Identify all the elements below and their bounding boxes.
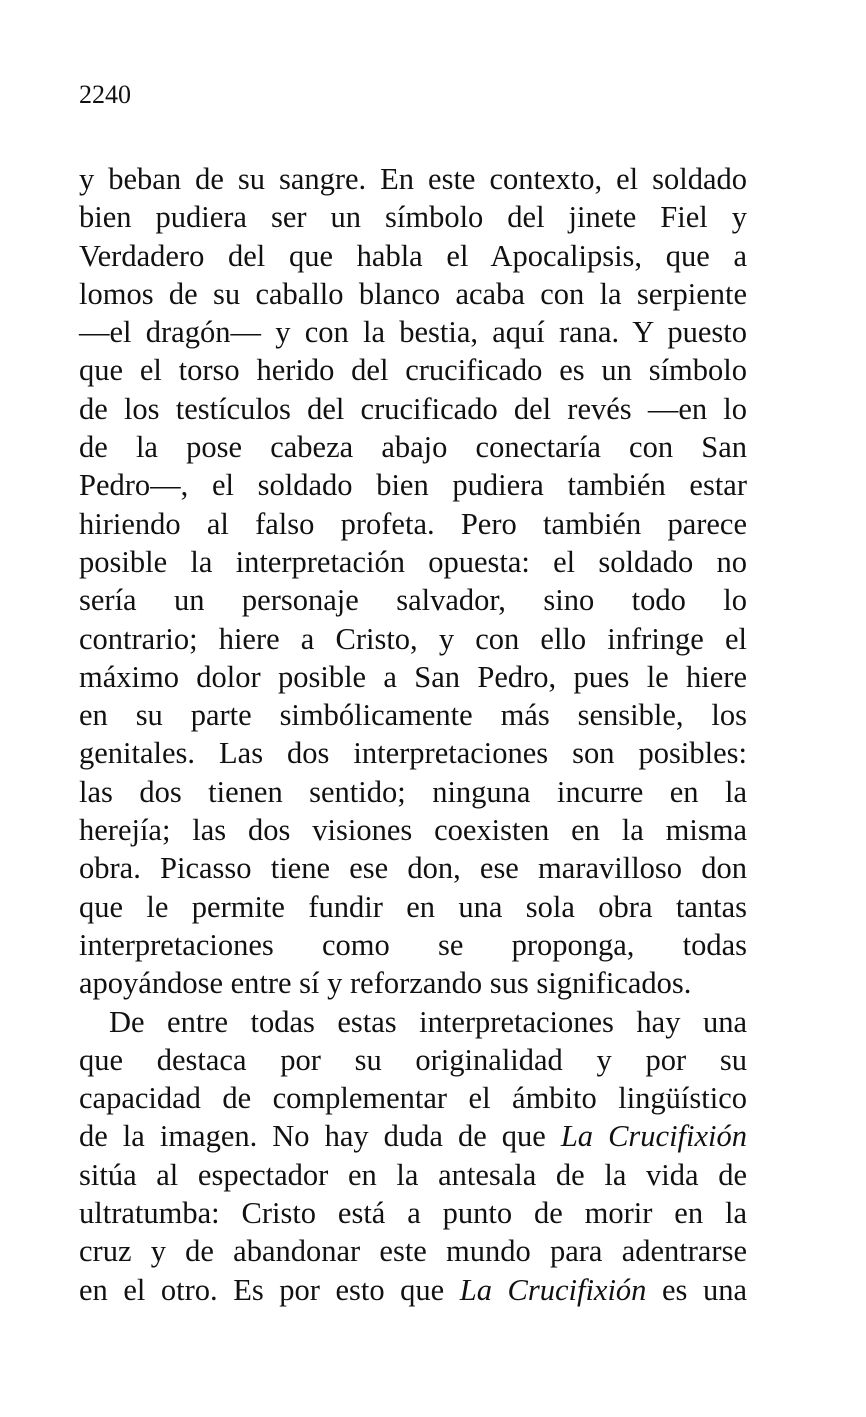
- text-line: que destaca por su originalidad y por su: [79, 1042, 747, 1077]
- text-line: sería un personaje salvador, sino todo lo: [79, 583, 747, 618]
- text-line: De entre todas estas interpretaciones hay una: [109, 1004, 747, 1039]
- text-line: que le permite fundir en una sola obra tantas: [79, 889, 747, 924]
- italic-title: La Crucifixión: [560, 1119, 747, 1154]
- body-text: [79, 160, 747, 1309]
- text-line: [79, 1271, 747, 1309]
- text-line: bien pudiera ser un símbolo del jinete Fiel y: [79, 200, 747, 235]
- text-segment: es una: [646, 1272, 747, 1307]
- text-line: contrario; hiere a Cristo, y con ello infringe el: [79, 621, 747, 656]
- text-segment: en el otro. Es por esto que: [79, 1272, 460, 1307]
- text-line: interpretaciones como se proponga, todas: [79, 927, 747, 962]
- page-number: 2240: [79, 80, 131, 109]
- text-line: que el torso herido del crucificado es un símbolo: [79, 353, 747, 388]
- italic-title: La Crucifixión: [459, 1272, 647, 1307]
- text-line: en su parte simbólicamente más sensible, los: [79, 698, 747, 733]
- text-line: apoyándose entre sí y reforzando sus significados.: [79, 966, 692, 1001]
- text-segment: de la imagen. No hay duda de que: [79, 1119, 561, 1154]
- text-line: obra. Picasso tiene ese don, ese maravilloso don: [79, 851, 747, 886]
- text-line: y beban de su sangre. En este contexto, el soldado: [79, 162, 747, 196]
- text-line: de la pose cabeza abajo conectaría con San: [79, 430, 747, 465]
- text-line: cruz y de abandonar este mundo para adentrarse: [79, 1234, 747, 1269]
- text-line: hiriendo al falso profeta. Pero también parece: [79, 506, 747, 541]
- text-line: genitales. Las dos interpretaciones son posibles:: [79, 736, 747, 771]
- text-line: Pedro—, el soldado bien pudiera también estar: [79, 468, 747, 503]
- text-line: [79, 1117, 747, 1155]
- text-line: lomos de su caballo blanco acaba con la serpiente: [79, 276, 747, 311]
- text-line: de los testículos del crucificado del revés —en lo: [79, 391, 747, 426]
- text-line: sitúa al espectador en la antesala de la vida de: [79, 1157, 747, 1192]
- text-line: capacidad de complementar el ámbito lingüístico: [79, 1081, 747, 1116]
- text-line: máximo dolor posible a San Pedro, pues le hiere: [79, 659, 747, 694]
- text-line: ultratumba: Cristo está a punto de morir en la: [79, 1196, 747, 1231]
- text-line: posible la interpretación opuesta: el soldado no: [79, 544, 747, 579]
- text-line: las dos tienen sentido; ninguna incurre en la: [79, 774, 747, 809]
- text-line: —el dragón— y con la bestia, aquí rana. Y puesto: [79, 315, 747, 350]
- text-line: Verdadero del que habla el Apocalipsis, que a: [79, 238, 747, 273]
- text-line: herejía; las dos visiones coexisten en la misma: [79, 813, 747, 848]
